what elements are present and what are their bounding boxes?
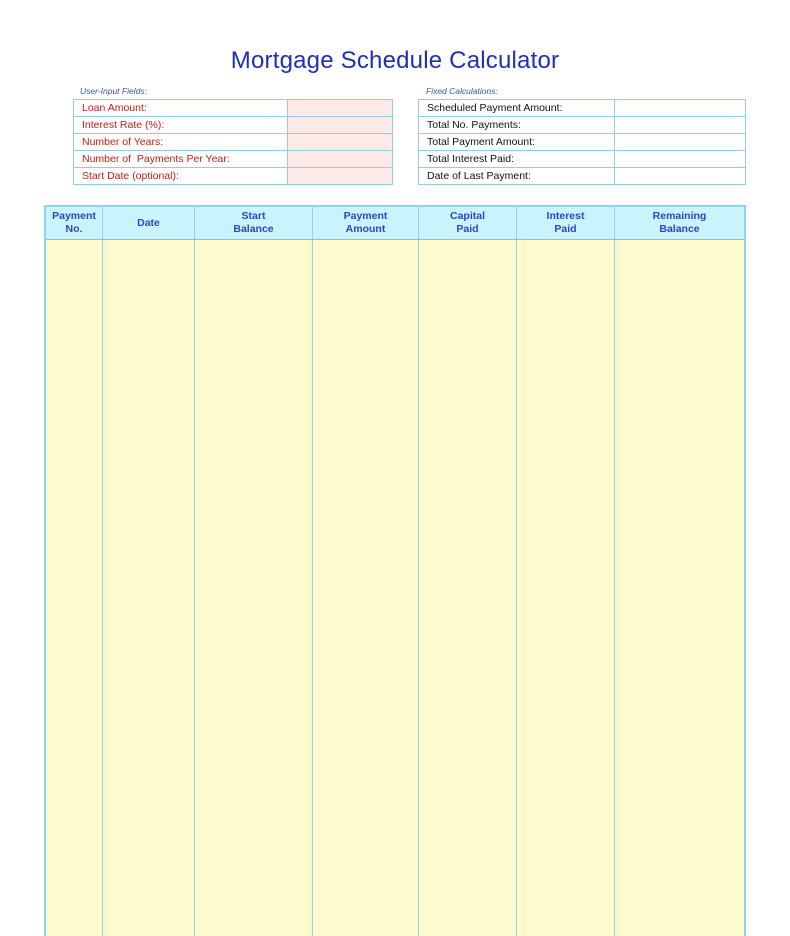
input-row-payments-per-year xyxy=(74,151,393,168)
column-interest-paid[interactable] xyxy=(517,240,615,936)
input-row-loan-amount xyxy=(74,100,393,117)
header-capital-paid: Capital Paid xyxy=(419,207,517,239)
header-payment-amount: Payment Amount xyxy=(313,207,419,239)
column-remaining-balance[interactable] xyxy=(615,240,744,936)
total-no-payments-label: Total No. Payments: xyxy=(419,117,615,134)
fixed-calculations-section-label: Fixed Calculations: xyxy=(426,86,498,96)
total-payment-amount-label: Total Payment Amount: xyxy=(419,134,615,151)
schedule-header-row xyxy=(46,207,744,240)
column-start-balance[interactable] xyxy=(195,240,313,936)
total-no-payments-value xyxy=(615,117,746,134)
payments-per-year-field[interactable] xyxy=(288,151,393,168)
loan-amount-field[interactable] xyxy=(288,100,393,117)
input-row-interest-rate xyxy=(74,117,393,134)
input-row-start-date xyxy=(74,168,393,185)
total-interest-paid-value xyxy=(615,151,746,168)
page-title: Mortgage Schedule Calculator xyxy=(230,47,560,74)
interest-rate-label: Interest Rate (%): xyxy=(74,117,288,134)
fixed-row-total-payments xyxy=(419,117,746,134)
column-payment-amount[interactable] xyxy=(313,240,419,936)
date-of-last-payment-label: Date of Last Payment: xyxy=(419,168,615,185)
header-start-balance: Start Balance xyxy=(195,207,313,239)
header-interest-paid: Interest Paid xyxy=(517,207,615,239)
start-date-label: Start Date (optional): xyxy=(74,168,288,185)
interest-rate-field[interactable] xyxy=(288,117,393,134)
fixed-row-total-payment-amount xyxy=(419,134,746,151)
number-of-years-label: Number of Years: xyxy=(74,134,288,151)
scheduled-payment-amount-label: Scheduled Payment Amount: xyxy=(419,100,615,117)
header-payment-no: Payment No. xyxy=(46,207,103,239)
number-of-years-field[interactable] xyxy=(288,134,393,151)
header-remaining-balance: Remaining Balance xyxy=(652,210,707,235)
fixed-calculations-table xyxy=(418,99,746,185)
header-date: Date xyxy=(103,207,195,239)
date-of-last-payment-value xyxy=(615,168,746,185)
total-interest-paid-label: Total Interest Paid: xyxy=(419,151,615,168)
start-date-field[interactable] xyxy=(288,168,393,185)
payment-schedule-table xyxy=(44,205,746,936)
input-row-number-of-years xyxy=(74,134,393,151)
user-input-table xyxy=(73,99,393,185)
column-capital-paid[interactable] xyxy=(419,240,517,936)
user-input-section-label: User-Input Fields: xyxy=(80,86,147,96)
column-date[interactable] xyxy=(103,240,195,936)
fixed-row-last-payment-date xyxy=(419,168,746,185)
loan-amount-label: Loan Amount: xyxy=(74,100,288,117)
total-payment-amount-value xyxy=(615,134,746,151)
column-payment-no[interactable] xyxy=(46,240,103,936)
scheduled-payment-amount-value xyxy=(615,100,746,117)
fixed-row-total-interest xyxy=(419,151,746,168)
payments-per-year-label: Number of Payments Per Year: xyxy=(74,151,288,168)
schedule-body xyxy=(46,240,744,936)
fixed-row-scheduled-payment xyxy=(419,100,746,117)
